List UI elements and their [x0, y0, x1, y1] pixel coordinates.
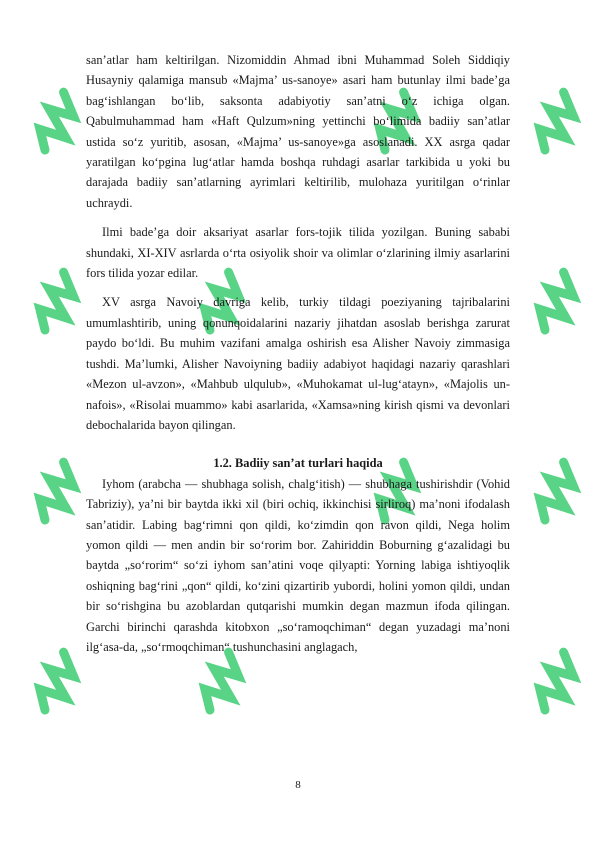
paragraph-4: Iyhom (arabcha — shubhaga solish, chalg‘itish) — shubhaga tushirishdir (Vohid Tabriziy), ya’ni bir baytda ikki xil (biri ochiq, ikkinchisi sirliroq) ma’noni ifodalash san’atidir. Labing bag‘rimni qon qildi, ko‘zimdin qon ravon qildi, Nega holim yomon qildi — men andin bir so‘rorim bor. Zahiriddin Boburning g‘azalidagi bu baytda „so‘rorim“ so‘zi iyhom san’atini voqe qilyapti: Yorning labiga ishtiyoqlik oshiqning bag‘rini „qon“ qildi, ko‘zini qizartirib yubordi, holini yomon qildi, undan bir so‘rishgina bu azoblardan qutqarishi mumkin degan mazmun ifoda qilingan. Garchi birinchi qarashda kitobxon „so‘ramoqchiman“ degan yuzadagi ma’noni ilg‘asa-da, „so‘rmoqchiman“ tushunchasini anglagach,	[86, 476, 510, 654]
paragraph-1: san’atlar ham keltirilgan. Nizomiddin Ahmad ibni Muhammad Soleh Siddiqiy Husayniy qalamiga mansub «Majma’ us-sanoye» asari ham butunlay ilmi bade’ga bag‘ishlangan bo‘lib, saksonta adabiyotiy san’atni o‘z ichiga olgan. Qabulmuhammad ham «Haft Qulzum»ning yettinchi bo‘limida badiiy san’atlar ustida so‘z yuritib, asosan, «Majma’ us-sanoye»ga asoslanadi. XX asrga qadar yaratilgan ko‘pgina lug‘atlar hamda boshqa ruhdagi asarlar tarkibida u yoki bu darajada badiiy san’atlarning ayrimlari keltirilib, mulohaza yuritilgan o‘rinlar uchraydi.	[86, 53, 510, 210]
watermark-mark	[529, 91, 587, 156]
watermark-mark	[29, 271, 87, 336]
body-text	[86, 50, 510, 657]
watermark-mark	[529, 271, 587, 336]
watermark-mark	[194, 651, 252, 716]
watermark-mark	[29, 461, 87, 526]
watermark-mark	[29, 651, 87, 716]
paragraph-2: Ilmi bade’ga doir aksariyat asarlar fors-tojik tilida yozilgan. Buning sababi shundaki, XI-XIV asrlarda o‘rta osiyolik shoir va olimlar o‘zlarining ilmiy asarlarini fors tilida yozar edilar.	[86, 225, 510, 281]
watermark-mark	[29, 91, 87, 156]
section-heading: 1.2. Badiiy san’at turlari haqida	[213, 456, 383, 471]
page-number: 8	[295, 779, 301, 791]
watermark-mark	[529, 461, 587, 526]
watermark-mark	[529, 651, 587, 716]
paragraph-3: XV asrga Navoiy davriga kelib, turkiy tildagi poeziyaning tajribalarini umumlashtirib, uning qonunqoidalarini nazariy jihatdan asoslab berishga zarurat paydo bo‘ldi. Bu muhim vazifani amalga oshirish esa Alisher Navoiy zimmasiga tushdi. Ma’lumki, Alisher Navoiyning badiiy adabiyot haqidagi nazariy qarashlari «Mezon ul-avzon», «Mahbub ulqulub», «Muhokamat ul-lug‘atayn», «Majolis un-nafois», «Risolai muammo» kabi asarlarida, «Xamsa»ning kirish qismi va devonlari debochalarida bayon qilingan.	[86, 295, 510, 432]
